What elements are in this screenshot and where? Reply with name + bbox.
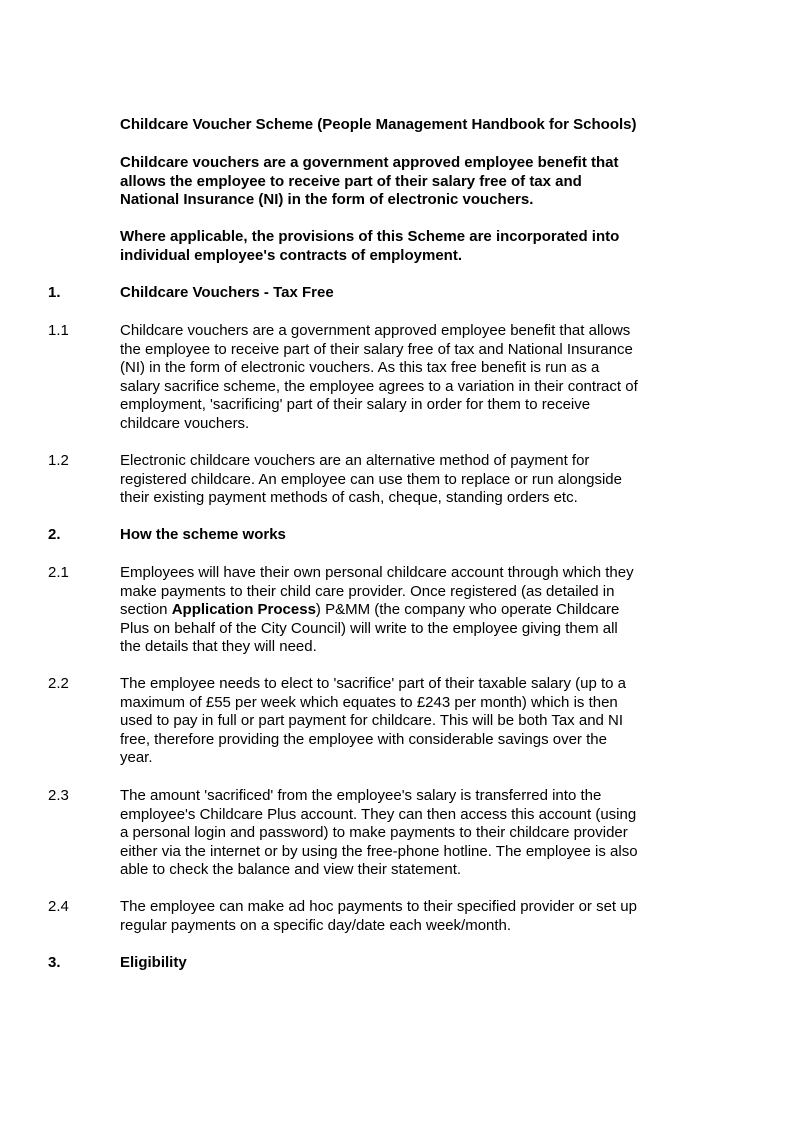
clause-line: free, therefore providing the employee with considerable savings over the (120, 730, 607, 748)
clause-line: Childcare vouchers are a government approved employee benefit that allows (120, 322, 631, 339)
section-number: 1. (48, 284, 61, 301)
section-heading: Eligibility (120, 954, 187, 971)
clause-line: The amount 'sacrificed' from the employee's salary is transferred into the (120, 787, 602, 804)
clause-line: Electronic childcare vouchers are an alternative method of payment for (120, 452, 590, 469)
clause-number: 1.1 (48, 322, 69, 339)
clause-text-segment: section (120, 601, 172, 618)
clause-line: childcare vouchers. (120, 414, 250, 432)
clause-text (120, 898, 680, 935)
clause-line: their existing payment methods of cash, cheque, standing orders etc. (120, 489, 578, 506)
clause-number: 2.3 (48, 787, 69, 804)
clause-line: the details that they will need. (120, 638, 317, 655)
clause-line: Employees will have their own personal childcare account through which they (120, 564, 634, 581)
clause-number: 2.1 (48, 564, 69, 581)
clause-line: The employee needs to elect to 'sacrifice' part of their taxable salary (up to a (120, 675, 626, 692)
clause-number: 2.2 (48, 675, 69, 692)
intro-line: allows the employee to receive part of their salary free of tax and (120, 172, 582, 190)
section-number: 3. (48, 954, 61, 971)
intro-line: Childcare vouchers are a government approved employee benefit that (120, 154, 619, 171)
clause-line: (NI) in the form of electronic vouchers. As this tax free benefit is run as a (120, 359, 600, 376)
clause-text-segment: ) P&MM (the company who operate Childcare (315, 601, 620, 618)
clause-line: the employee to receive part of their salary free of tax and National Insurance (120, 340, 633, 358)
clause-line: make payments to their child care provider. Once registered (as detailed in (120, 582, 615, 600)
section-number: 2. (48, 526, 61, 543)
clause-text (120, 564, 680, 657)
clause-line: The employee can make ad hoc payments to their specified provider or set up (120, 898, 637, 915)
clause-line: used to pay in full or part payment for childcare. This will be both Tax and NI (120, 712, 624, 729)
clause-line: either via the internet or by using the free-phone hotline. The employee is also (120, 842, 638, 860)
clause-line: Plus on behalf of the City Council) will write to the employee giving them all (120, 619, 618, 637)
clause-line: registered childcare. An employee can use them to replace or run alongside (120, 470, 622, 488)
clause-text (120, 322, 680, 433)
clause-line: regular payments on a specific day/date each week/month. (120, 916, 512, 934)
clause-line: a personal login and password) to make payments to their childcare provider (120, 824, 628, 841)
clause-text (120, 675, 680, 768)
clause-number: 1.2 (48, 452, 69, 469)
document-title: Childcare Voucher Scheme (People Management Handbook for Schools) (120, 116, 637, 133)
clause-line: employment, 'sacrificing' part of their salary in order for them to receive (120, 396, 591, 413)
clause-number: 2.4 (48, 898, 69, 915)
provisions-paragraph (120, 228, 680, 265)
section-heading: Childcare Vouchers - Tax Free (120, 284, 334, 301)
clause-line: able to check the balance and view their statement. (120, 861, 462, 878)
clause-line: salary sacrifice scheme, the employee agrees to a variation in their contract of (120, 377, 638, 395)
clause-text (120, 452, 680, 508)
clause-line (120, 601, 680, 620)
section-reference: Application Process (171, 601, 316, 618)
clause-line: year. (120, 749, 153, 766)
clause-text (120, 787, 680, 880)
intro-line: National Insurance (NI) in the form of electronic vouchers. (120, 191, 534, 208)
provisions-line: individual employee's contracts of employment. (120, 246, 462, 264)
intro-paragraph (120, 154, 680, 210)
clause-line: maximum of £55 per week which equates to £243 per month) which is then (120, 693, 618, 711)
section-heading: How the scheme works (120, 526, 286, 543)
clause-line: employee's Childcare Plus account. They can then access this account (using (120, 805, 637, 823)
provisions-line: Where applicable, the provisions of this Scheme are incorporated into (120, 228, 620, 245)
